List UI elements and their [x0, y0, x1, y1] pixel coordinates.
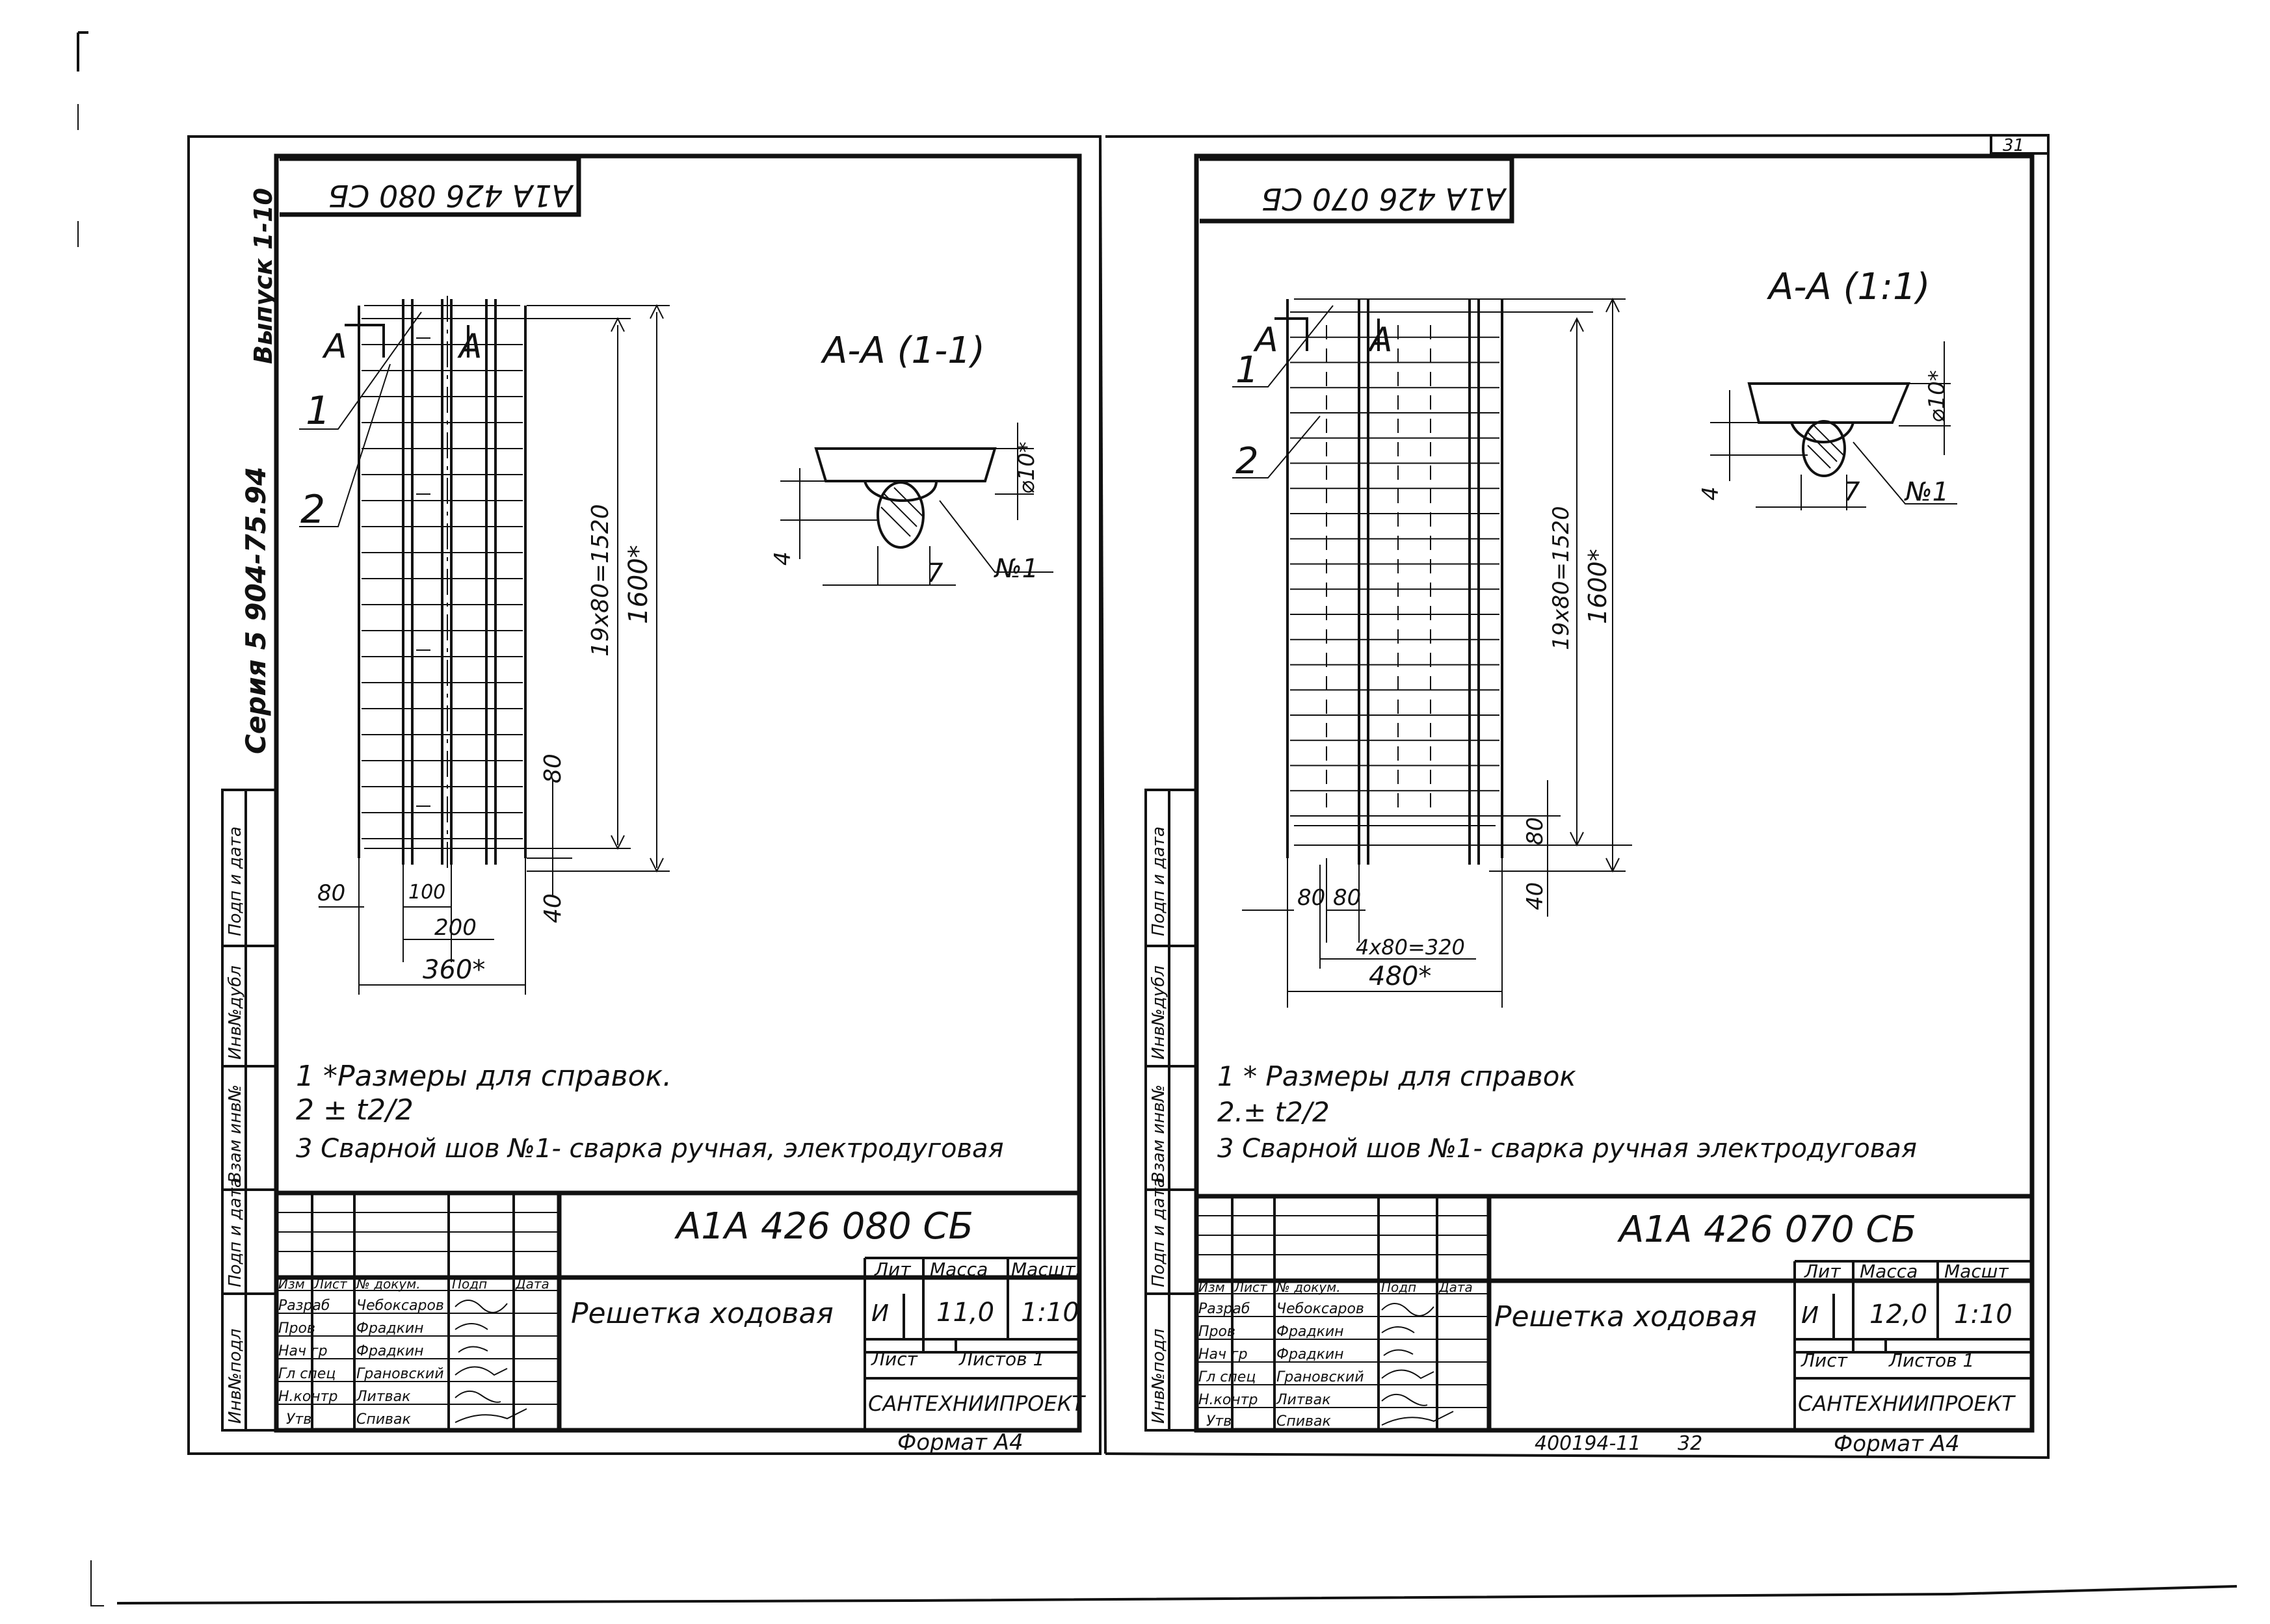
- footer-num: 32: [1678, 1432, 1703, 1455]
- lit-header-r: Лит: [1804, 1261, 1841, 1282]
- section-marker-a-right-r: А: [1369, 321, 1393, 360]
- role-1: Разраб: [278, 1298, 330, 1314]
- role-3-r: Нач гр: [1198, 1346, 1248, 1363]
- scale-value: 1:10: [1021, 1298, 1079, 1328]
- dim-width-r: 480*: [1369, 962, 1432, 991]
- stamp-cell-r1: Подп и дата: [1149, 826, 1168, 936]
- dim-80a-r: 80: [1297, 885, 1326, 911]
- dim-80-vertical: 80: [540, 753, 566, 783]
- section-title-r: А-А (1:1): [1769, 266, 1931, 308]
- weld-label: №1: [995, 554, 1039, 584]
- footer-code: 400194-11: [1535, 1432, 1641, 1455]
- weld-label-r: №1: [1905, 477, 1949, 507]
- sheet-label-r: Лист: [1801, 1350, 1847, 1371]
- rev-h-podp-r: Подп: [1381, 1279, 1417, 1295]
- name-2-r: Фрадкин: [1276, 1324, 1344, 1340]
- dim-40-r: 40: [1522, 882, 1548, 910]
- stamp-cell-3: Взам инв№: [226, 1084, 245, 1183]
- org-name: САНТЕХНИИПРОЕКТ: [868, 1391, 1085, 1416]
- dim-length-r: 1600*: [1583, 549, 1612, 624]
- role-1-r: Разраб: [1198, 1301, 1250, 1317]
- sheet-right: [1196, 159, 2032, 1457]
- note-2: 2 ± t2/2: [296, 1094, 414, 1127]
- name-5-r: Литвак: [1276, 1392, 1331, 1408]
- lit-header: Лит: [875, 1259, 911, 1280]
- rev-h-izm: Изм: [278, 1276, 305, 1292]
- sheet-label: Лист: [871, 1348, 917, 1370]
- dim-100: 100: [408, 881, 446, 904]
- rev-h-date: Дата: [516, 1276, 549, 1292]
- name-4: Грановский: [356, 1366, 444, 1382]
- dim-length: 1600*: [624, 545, 653, 624]
- format-label-r: Формат А4: [1834, 1431, 1960, 1457]
- lit-value-r: И: [1801, 1302, 1819, 1329]
- section-marker-a-left-r: А: [1255, 321, 1278, 360]
- role-6-r: Утв: [1206, 1413, 1232, 1430]
- dim-320-r: 4х80=320: [1356, 935, 1465, 960]
- stamp-cell-4: Подп и дата: [226, 1177, 245, 1287]
- leader-1-r: 1: [1235, 349, 1259, 391]
- lit-value: И: [871, 1300, 889, 1327]
- name-4-r: Грановский: [1276, 1369, 1364, 1385]
- doc-title-r: Решетка ходовая: [1494, 1300, 1757, 1333]
- section-dim-4-r: 4: [1698, 486, 1724, 501]
- role-4: Гл спец: [278, 1366, 336, 1382]
- role-2: Пров: [278, 1320, 315, 1337]
- stamp-cell-2: Инв№дубл: [226, 965, 245, 1060]
- section-dia: ⌀10*: [1014, 441, 1040, 494]
- mass-value-r: 12,0: [1869, 1300, 1928, 1329]
- rev-h-doc-r: № докум.: [1276, 1279, 1341, 1295]
- name-5: Литвак: [356, 1389, 411, 1405]
- sheet-left: [276, 159, 1086, 1456]
- dim-width: 360*: [423, 955, 486, 985]
- mass-header: Масса: [930, 1259, 988, 1280]
- dim-80-vertical-r: 80: [1522, 817, 1548, 845]
- name-6-r: Спивак: [1276, 1413, 1331, 1430]
- org-name-r: САНТЕХНИИПРОЕКТ: [1798, 1391, 2014, 1416]
- code-top-mirrored: А1А 426 080 СБ: [328, 178, 572, 213]
- section-dia-r: ⌀10*: [1924, 370, 1950, 423]
- stamp-cell-r5: Инв№подл: [1149, 1328, 1168, 1424]
- dim-pitch-r: 19х80=1520: [1548, 506, 1574, 650]
- doc-code-r: А1А 426 070 СБ: [1619, 1209, 1916, 1251]
- stamp-cell-r4: Подп и дата: [1149, 1177, 1168, 1287]
- mass-header-r: Масса: [1860, 1261, 1918, 1282]
- scale-header: Масшт.: [1011, 1259, 1081, 1280]
- role-5: Н.контр: [278, 1389, 338, 1405]
- dim-80-horizontal: 80: [317, 880, 346, 906]
- section-marker-a-left: А: [324, 327, 347, 366]
- scale-header-r: Масшт: [1944, 1261, 2009, 1282]
- section-dim-7: 7: [927, 558, 944, 588]
- rev-h-doc: № докум.: [356, 1276, 421, 1292]
- section-dim-7-r: 7: [1843, 477, 1860, 507]
- code-top-mirrored-r: А1А 426 070 СБ: [1261, 181, 1505, 216]
- section-dim-4: 4: [770, 551, 796, 566]
- role-6: Утв: [286, 1411, 312, 1428]
- seriya-label: Серия 5 904-75.94: [240, 466, 272, 754]
- stamp-cell-r2: Инв№дубл: [1149, 965, 1168, 1060]
- role-4-r: Гл спец: [1198, 1369, 1256, 1385]
- vypusk-label: Выпуск 1-10: [249, 188, 278, 364]
- format-label: Формат А4: [897, 1430, 1023, 1456]
- grating-plan-view-r: [1287, 299, 1502, 865]
- rev-h-list: Лист: [314, 1276, 347, 1292]
- stamp-cell-5: Инв№подл: [226, 1328, 245, 1424]
- rev-h-date-r: Дата: [1439, 1279, 1473, 1295]
- section-title: А-А (1-1): [823, 330, 985, 372]
- note-1: 1 *Размеры для справок.: [296, 1060, 672, 1093]
- scale-value-r: 1:10: [1954, 1300, 2013, 1329]
- stamp-cell-1: Подп и дата: [226, 826, 245, 936]
- note-3-r: 3 Сварной шов №1- сварка ручная электродуговая: [1217, 1134, 1917, 1164]
- note-3: 3 Сварной шов №1- сварка ручная, электродуговая: [296, 1134, 1004, 1164]
- name-3-r: Фрадкин: [1276, 1346, 1344, 1363]
- signatures-r: [1382, 1303, 1453, 1425]
- dim-200: 200: [434, 915, 477, 941]
- rev-h-izm-r: Изм: [1198, 1279, 1225, 1295]
- name-1: Чебоксаров: [356, 1298, 444, 1314]
- dim-80b-r: 80: [1333, 885, 1362, 911]
- sheets-count-r: Листов 1: [1889, 1350, 1975, 1371]
- name-6: Спивак: [356, 1411, 411, 1428]
- leader-2-r: 2: [1235, 440, 1259, 482]
- rev-h-list-r: Лист: [1234, 1279, 1267, 1295]
- leader-1: 1: [306, 388, 331, 434]
- mass-value: 11,0: [936, 1298, 995, 1328]
- doc-title: Решетка ходовая: [571, 1297, 834, 1330]
- note-1-r: 1 * Размеры для справок: [1217, 1060, 1576, 1092]
- name-2: Фрадкин: [356, 1320, 424, 1337]
- role-3: Нач гр: [278, 1343, 328, 1359]
- section-marker-a-right: А: [459, 327, 482, 366]
- dim-40: 40: [540, 893, 566, 923]
- role-5-r: Н.контр: [1198, 1392, 1258, 1408]
- dim-pitch: 19х80=1520: [587, 504, 614, 657]
- leader-2: 2: [300, 487, 326, 532]
- role-2-r: Пров: [1198, 1324, 1235, 1340]
- page-number: 31: [2003, 136, 2025, 155]
- sheets-count: Листов 1: [959, 1348, 1045, 1370]
- stamp-cell-r3: Взам инв№: [1149, 1084, 1168, 1183]
- name-3: Фрадкин: [356, 1343, 424, 1359]
- rev-h-podp: Подп: [452, 1276, 488, 1292]
- note-2-r: 2.± t2/2: [1217, 1096, 1330, 1128]
- name-1-r: Чебоксаров: [1276, 1301, 1364, 1317]
- doc-code: А1А 426 080 СБ: [676, 1205, 973, 1248]
